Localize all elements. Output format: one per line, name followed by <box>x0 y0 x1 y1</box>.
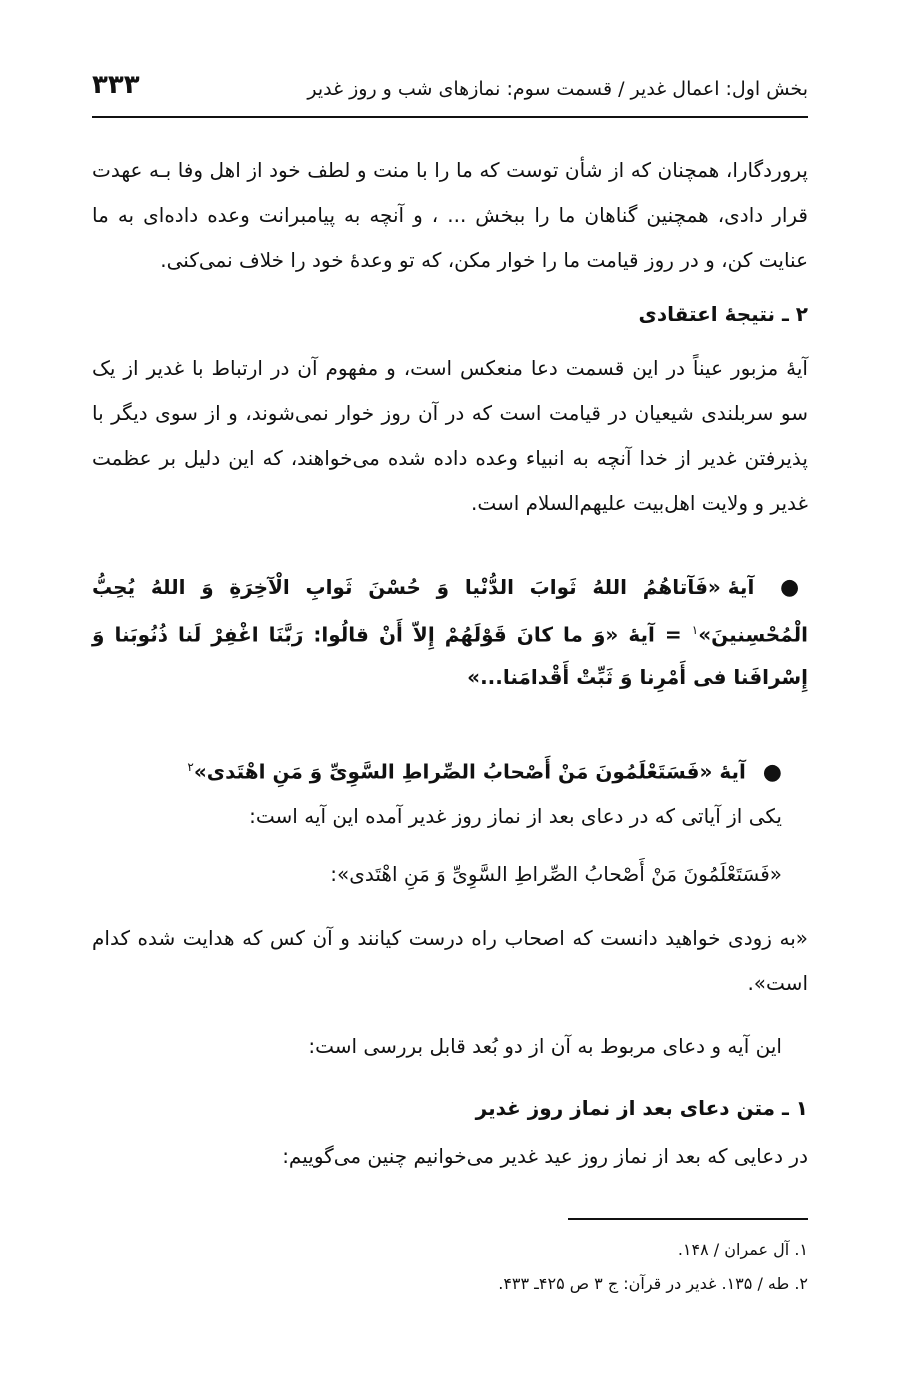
page-header <box>92 70 808 110</box>
ayah-bullet-2 <box>92 746 808 794</box>
section-heading-prayer-text: ۱ ـ متن دعای بعد از نماز روز غدیر <box>475 1096 808 1120</box>
bullet-icon: ● <box>762 759 782 785</box>
paragraph-belief: آیۀ مزبور عیناً در این قسمت دعا منعکس است، و مفهوم آن در ارتباط با غدیر از یک سو سربلندی شیعیان در قیامت است که در آن روز خوار نمی‌شوند، و از سوی دیگر با پذیرفتن غدیر از خدا آنچه به انبیاء وعده داده شده می‌خواهند، که این دلیل بر عظمت غدیر و ولایت اهل‌بیت علیهم‌السلام است. <box>92 356 808 515</box>
paragraph-prayer: پروردگارا، همچنان که از شأن توست که ما را با منت و لطف خود از اهل وفا بـه عهدت قرار دادی، همچنین گناهان ما را ببخش ... ، و آنچه به پیامبرانت وعده داده‌ای به ما عنایت کن، و در روز قیامت ما را خوار مکن، که تو وعدۀ خود را خلاف نمی‌کنی. <box>92 158 808 272</box>
paragraph-intro-ayah: یکی از آیاتی که در دعای بعد از نماز روز غدیر آمده این آیه است: <box>249 804 782 828</box>
header-rule <box>92 116 808 118</box>
ayah-text-1b: = آیۀ «وَ ما كانَ قَوْلَهُمْ إِلاّ أَنْ قالُوا: رَبَّنَا اغْفِرْ لَنا ذُنُوبَنا وَ إِسْرافَنا فی أَمْرِنا وَ ثَبِّتْ أَقْدامَنا...» <box>92 622 808 689</box>
paragraph-two-aspects: این آیه و دعای مربوط به آن از دو بُعد قابل بررسی است: <box>308 1034 782 1058</box>
quote-translation: «به زودی خواهید دانست که اصحاب راه درست کیانند و آن کس که هدایت شده کدام است». <box>92 926 808 995</box>
footnote-1: ۱. آل عمران / ۱۴۸. <box>677 1240 808 1259</box>
paragraph-prayer-intro: در دعایی که بعد از نماز روز عید غدیر می‌خوانیم چنین می‌گوییم: <box>282 1144 808 1168</box>
bullet-icon: ● <box>780 575 808 600</box>
footnote-ref-1: ۱ <box>691 623 699 637</box>
quote-arabic: «فَسَتَعْلَمُونَ مَنْ أَصْحابُ الصِّراطِ السَّوِیِّ وَ مَنِ اهْتَدی»: <box>330 862 782 886</box>
section-heading-belief: ۲ ـ نتیجۀ اعتقادی <box>638 302 808 326</box>
ayah-text-1: آیۀ «فَآتاهُمُ اللهُ ثَوابَ الدُّنْیا وَ حُسْنَ ثَوابِ الْآخِرَةِ وَ اللهُ یُحِبُّ الْمُحْسِنینَ» <box>92 575 808 647</box>
ayah-text-2: آیۀ «فَسَتَعْلَمُونَ مَنْ أَصْحابُ الصِّراطِ السَّوِیِّ وَ مَنِ اهْتَدی» <box>193 759 746 784</box>
footnote-2: ۲. طه / ۱۳۵. غدیر در قرآن: ج ۳ ص ۴۲۵ـ ۴۳۳. <box>498 1274 808 1293</box>
footnote-ref-2: ۲ <box>187 760 194 774</box>
footnote-rule <box>568 1218 808 1220</box>
ayah-bullet-1 <box>92 566 808 698</box>
page-number: ۳۳۳ <box>92 70 140 100</box>
running-head: بخش اول: اعمال غدیر / قسمت سوم: نمازهای شب و روز غدیر <box>307 78 808 100</box>
